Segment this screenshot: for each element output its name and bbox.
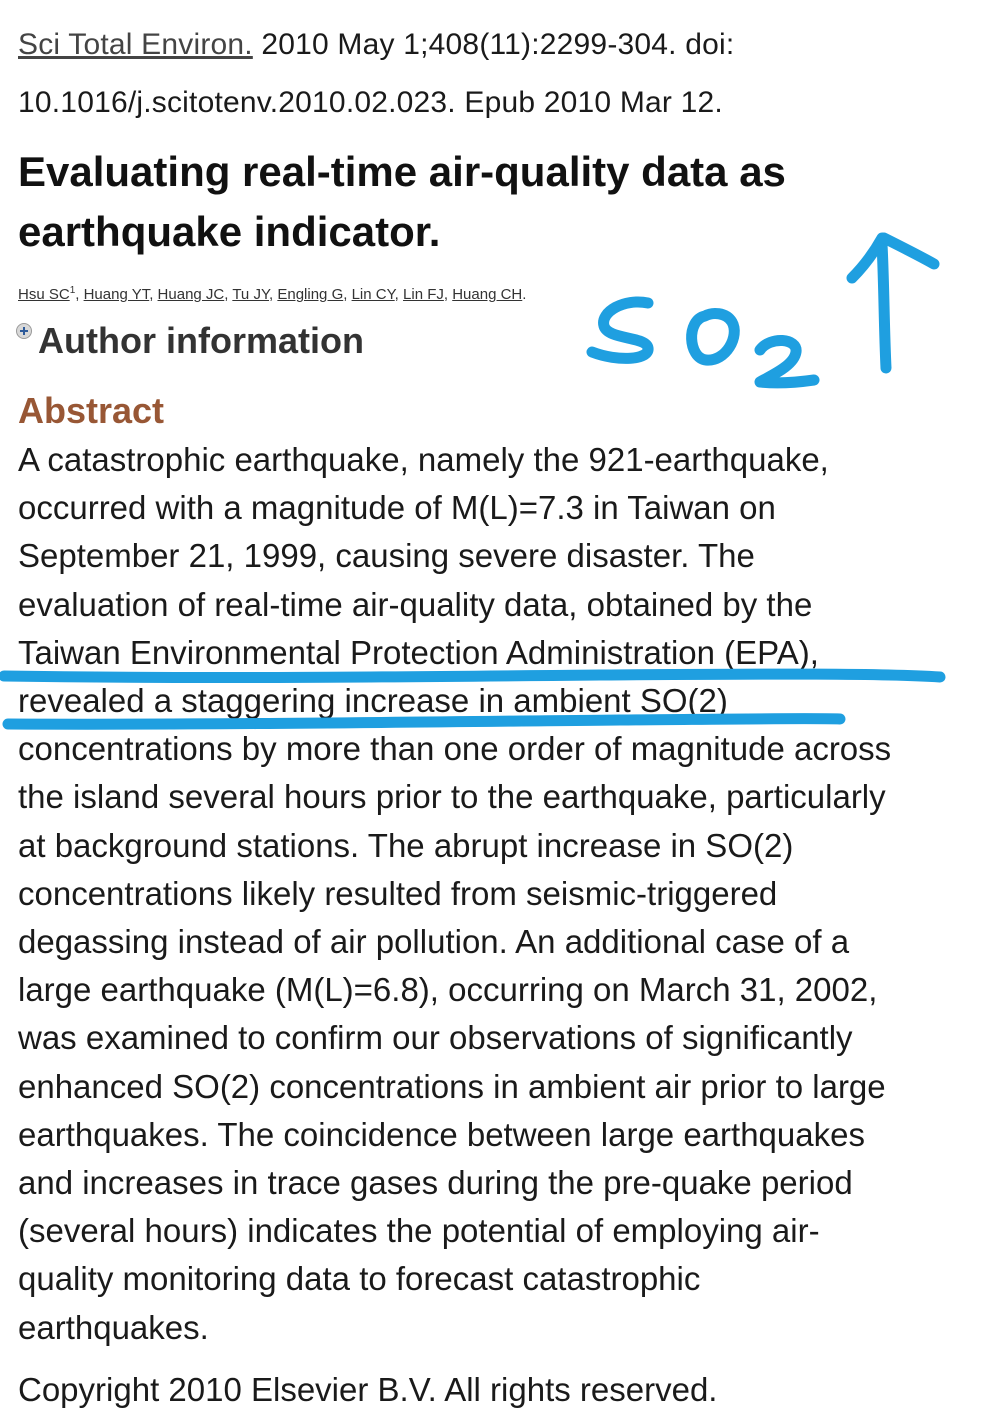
abstract-line: degassing instead of air pollution. An additional case of a bbox=[18, 923, 850, 961]
author-link[interactable]: Huang JC bbox=[157, 286, 225, 303]
author-information-label: Author information bbox=[38, 320, 364, 361]
author-affiliation-marker: 1 bbox=[69, 285, 76, 296]
arrow-up-icon bbox=[882, 244, 886, 368]
author-link[interactable]: Huang CH bbox=[452, 286, 523, 303]
author-link[interactable]: Tu JY bbox=[232, 286, 270, 303]
abstract-line: concentrations likely resulted from seismic-triggered bbox=[18, 874, 778, 912]
abstract-line: the island several hours prior to the earthquake, particularly bbox=[18, 778, 886, 816]
abstract-line: earthquakes. bbox=[18, 1308, 209, 1346]
abstract-line: occurred with a magnitude of M(L)=7.3 in Taiwan on bbox=[18, 489, 776, 527]
abstract-line: (several hours) indicates the potential of employing air- bbox=[18, 1212, 820, 1250]
author-link[interactable]: Lin CY bbox=[351, 286, 395, 303]
annotation-letter-s bbox=[592, 302, 648, 358]
abstract-heading: Abstract bbox=[18, 390, 165, 431]
abstract-line: evaluation of real-time air-quality data, obtained by the bbox=[18, 585, 813, 623]
author-link[interactable]: Lin FJ bbox=[403, 286, 444, 303]
abstract-text bbox=[18, 436, 891, 1352]
abstract-line: and increases in trace gases during the pre-quake period bbox=[18, 1164, 853, 1202]
citation-line-1 bbox=[18, 16, 993, 74]
citation bbox=[18, 16, 993, 132]
author-link[interactable]: Huang YT bbox=[83, 286, 150, 303]
abstract-line: Taiwan Environmental Protection Administration (EPA), bbox=[18, 633, 819, 671]
abstract-line: quality monitoring data to forecast catastrophic bbox=[18, 1260, 701, 1298]
copyright-notice: Copyright 2010 Elsevier B.V. All rights reserved. bbox=[18, 1371, 718, 1408]
author-link[interactable]: Engling G bbox=[277, 286, 344, 303]
citation-details: 2010 May 1;408(11):2299-304. doi: bbox=[252, 28, 735, 61]
abstract-line: was examined to confirm our observations of significantly bbox=[18, 1019, 853, 1057]
author-link[interactable]: Hsu SC bbox=[18, 286, 70, 303]
abstract-line: large earthquake (M(L)=6.8), occurring on March 31, 2002, bbox=[18, 971, 878, 1009]
journal-link[interactable]: Sci Total Environ. bbox=[18, 28, 253, 61]
expand-plus-icon[interactable] bbox=[16, 323, 32, 339]
abstract-line: at background stations. The abrupt increase in SO(2) bbox=[18, 826, 794, 864]
annotation-subscript-2 bbox=[760, 340, 814, 382]
abstract-line: September 21, 1999, causing severe disaster. The bbox=[18, 537, 755, 575]
abstract-line: enhanced SO(2) concentrations in ambient air prior to large bbox=[18, 1067, 886, 1105]
author-list: Hsu $SC^1$, Huang YT, Huang JC, Tu JY, Engling G, Lin CY, Lin FJ, Huang CH. bbox=[18, 285, 527, 303]
article-title: Evaluating real-time air-quality data as earthquake indicator. bbox=[18, 148, 786, 255]
abstract-line: revealed a staggering increase in ambient SO(2) bbox=[18, 682, 728, 720]
author-information-toggle[interactable] bbox=[16, 318, 364, 364]
abstract-line: A catastrophic earthquake, namely the 921-earthquake, bbox=[18, 441, 829, 478]
abstract-line: concentrations by more than one order of magnitude across bbox=[18, 730, 892, 768]
abstract-line: earthquakes. The coincidence between large earthquakes bbox=[18, 1115, 865, 1153]
annotation-letter-o bbox=[692, 314, 735, 361]
citation-line-2: 10.1016/j.scitotenv.2010.02.023. Epub 2010 Mar 12. bbox=[18, 86, 723, 119]
